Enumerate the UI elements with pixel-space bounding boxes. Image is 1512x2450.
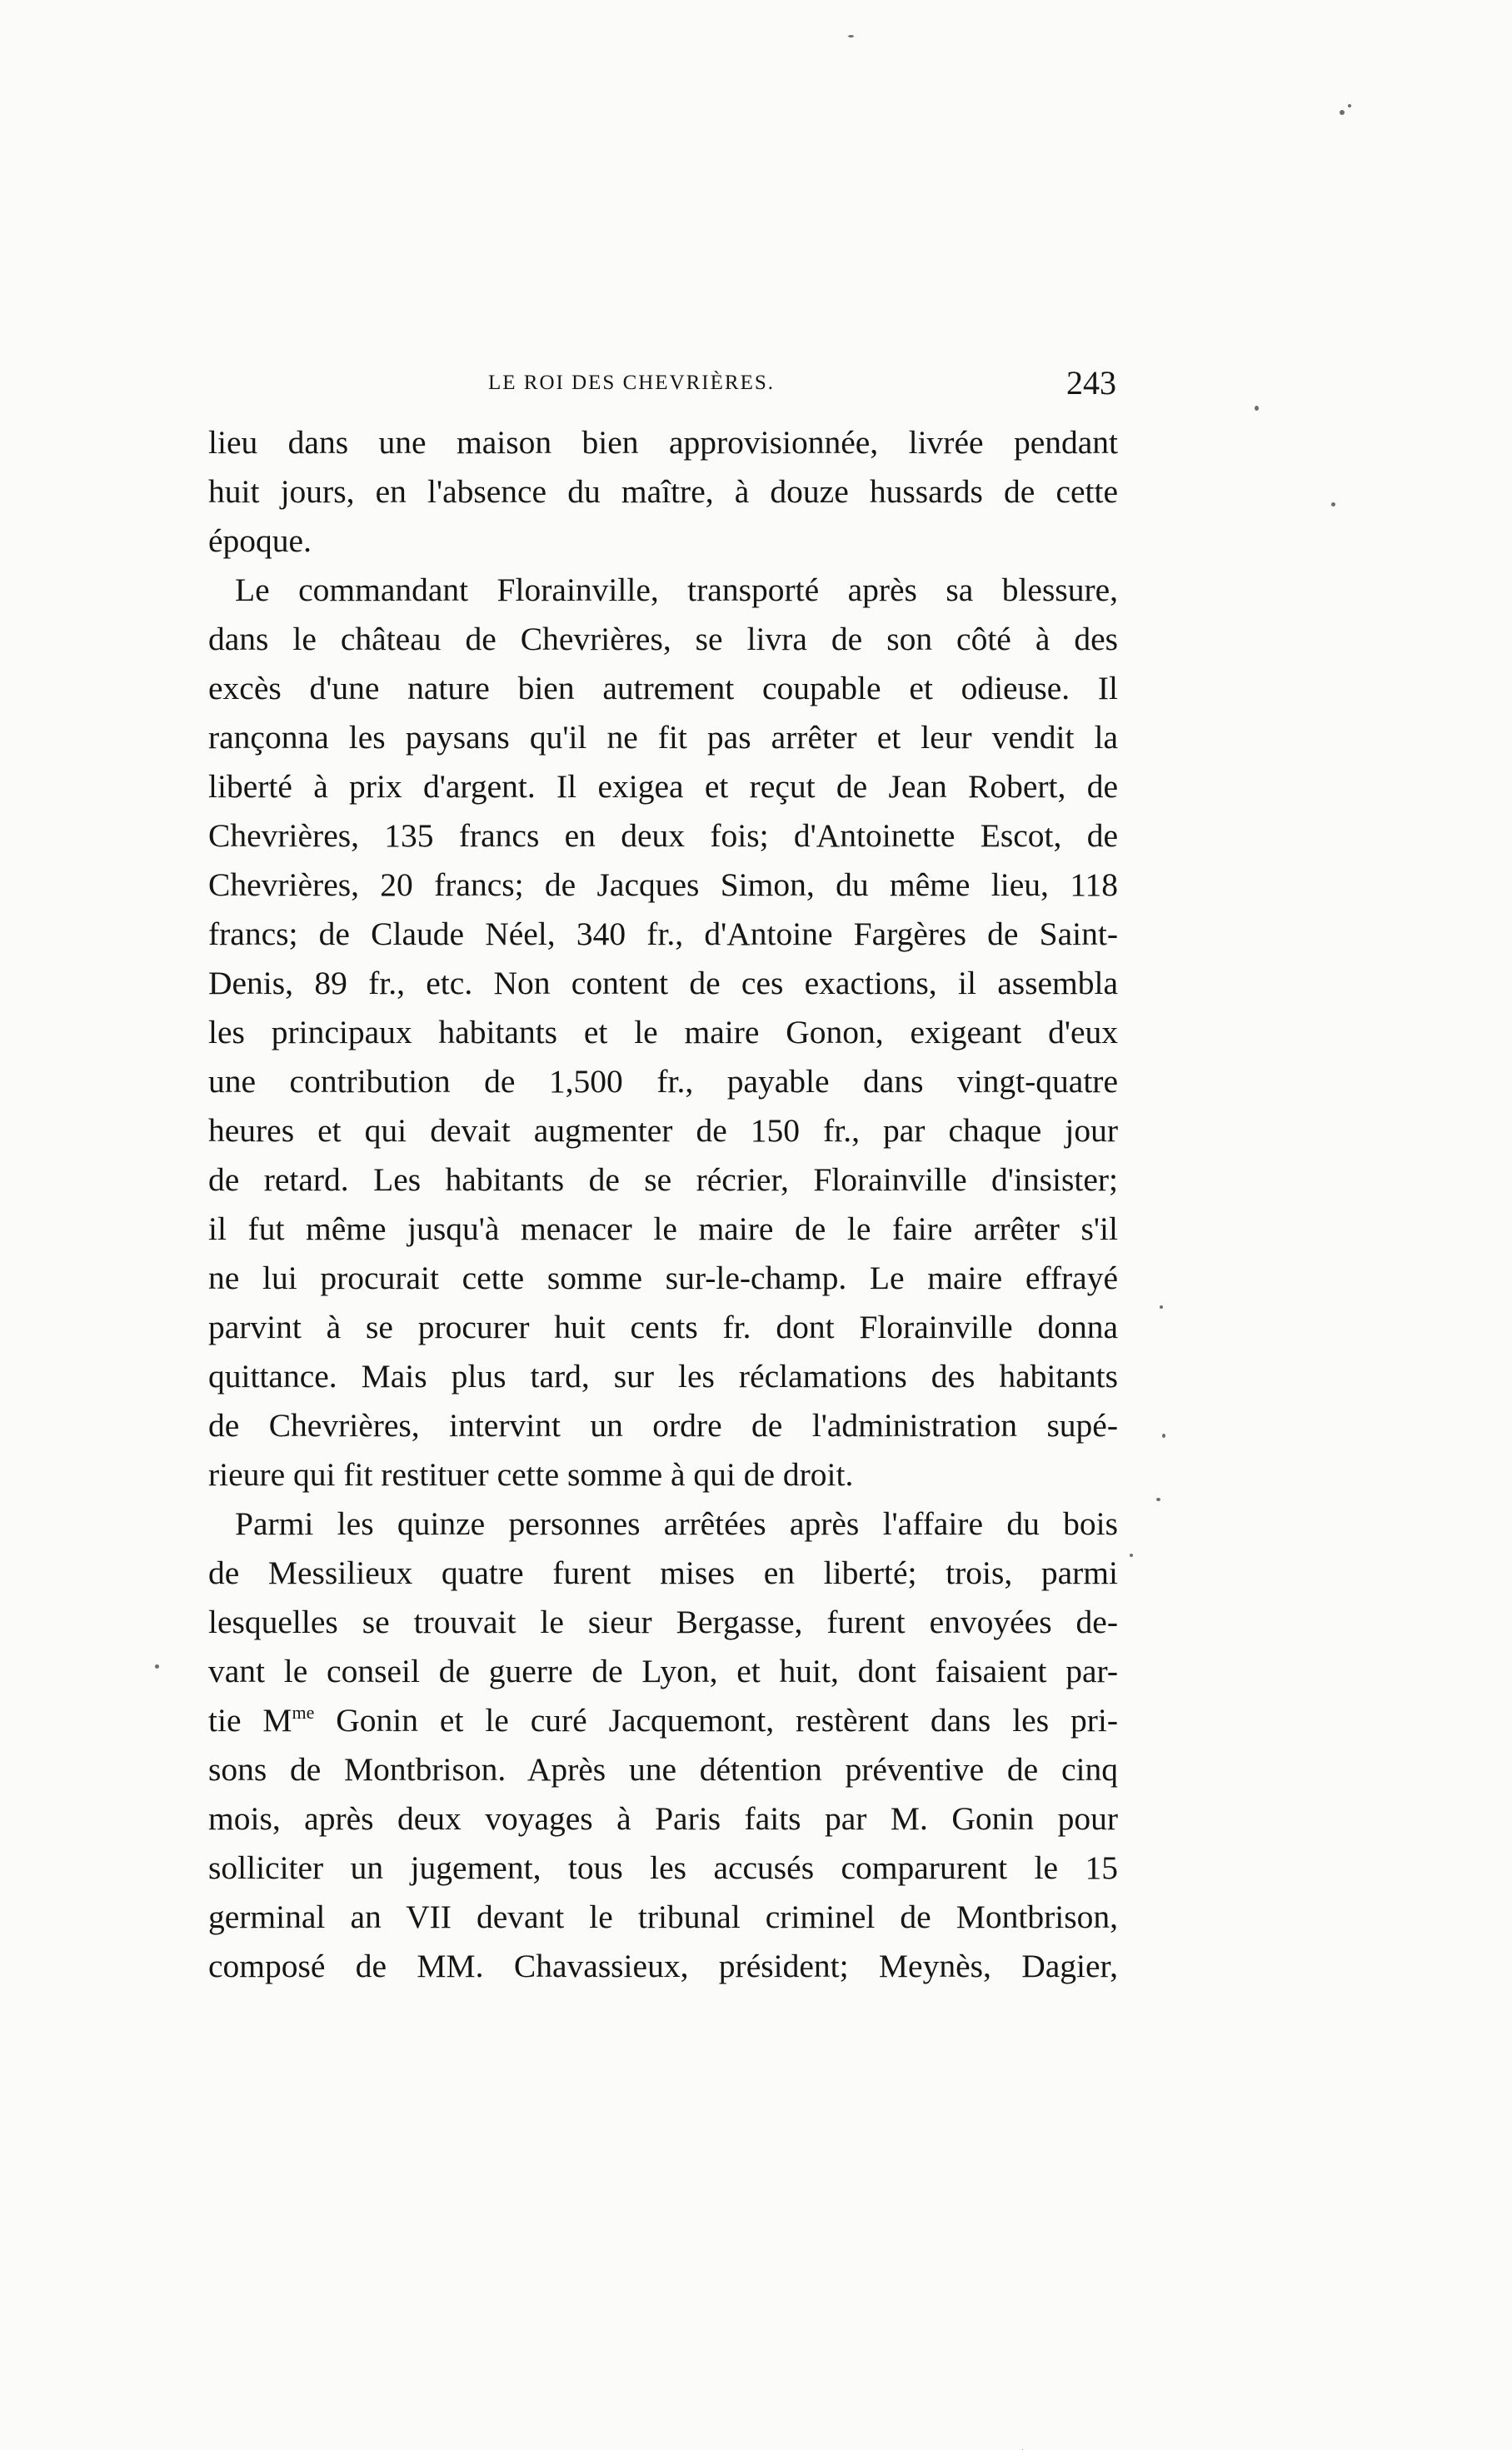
text-line: rançonna les paysans qu'il ne fit pas arrêter et leur vendit la (208, 719, 1118, 756)
text-line: germinal an VII devant le tribunal criminel de Montbrison, (208, 1899, 1118, 1935)
text-line: Le commandant Florainville, transporté après sa blessure, (235, 571, 1118, 608)
text-line: Chevrières, 135 francs en deux fois; d'Antoinette Escot, de (208, 817, 1118, 854)
scan-speck (1160, 1305, 1163, 1309)
text-line: les principaux habitants et le maire Gonon, exigeant d'eux (208, 1014, 1118, 1050)
text-line: excès d'une nature bien autrement coupable et odieuse. Il (208, 670, 1118, 706)
scan-speck (1331, 502, 1335, 506)
text-segment: Gonin et le curé Jacquemont, restèrent dans les pri- (314, 1702, 1118, 1739)
body-text (208, 418, 1118, 1991)
text-line: une contribution de 1,500 fr., payable dans vingt-quatre (208, 1063, 1118, 1100)
text-line: heures et qui devait augmenter de 150 fr., par chaque jour (208, 1112, 1118, 1149)
text-line: solliciter un jugement, tous les accusés comparurent le 15 (208, 1849, 1118, 1886)
text-line: mois, après deux voyages à Paris faits par M. Gonin pour (208, 1800, 1118, 1837)
scan-speck (1130, 1554, 1133, 1557)
scan-speck (1156, 1498, 1160, 1501)
text-line: parvint à se procurer huit cents fr. dont Florainville donna (208, 1309, 1118, 1345)
text-line: de Messilieux quatre furent mises en liberté; trois, parmi (208, 1554, 1118, 1591)
scan-speck (155, 1664, 159, 1669)
text-line: il fut même jusqu'à menacer le maire de le faire arrêter s'il (208, 1210, 1118, 1247)
text-line: quittance. Mais plus tard, sur les réclamations des habitants (208, 1358, 1118, 1395)
text-line: sons de Montbrison. Après une détention préventive de cinq (208, 1751, 1118, 1788)
page-number: 243 (1066, 364, 1116, 402)
text-line: époque. (208, 522, 312, 559)
text-line: Denis, 89 fr., etc. Non content de ces exactions, il assembla (208, 965, 1118, 1001)
scan-speck (848, 35, 854, 37)
text-line: composé de MM. Chavassieux, président; Meynès, Dagier, (208, 1948, 1118, 1984)
text-line: francs; de Claude Néel, 340 fr., d'Antoine Fargères de Saint- (208, 916, 1118, 952)
scan-speck (1162, 1434, 1165, 1438)
text-line: vant le conseil de guerre de Lyon, et huit, dont faisaient par- (208, 1653, 1118, 1689)
text-line: liberté à prix d'argent. Il exigea et reçut de Jean Robert, de (208, 768, 1118, 805)
running-head (208, 365, 1118, 412)
scan-speck (1348, 104, 1351, 107)
text-line: lesquelles se trouvait le sieur Bergasse, furent envoyées de- (208, 1604, 1118, 1640)
text-line: lieu dans une maison bien approvisionnée, livrée pendant (208, 424, 1118, 461)
text-line: rieure qui fit restituer cette somme à qui de droit. (208, 1456, 854, 1493)
running-title: LE ROI DES CHEVRIÈRES. (488, 372, 775, 394)
text-line: Parmi les quinze personnes arrêtées après l'affaire du bois (235, 1505, 1118, 1542)
text-line: dans le château de Chevrières, se livra de son côté à des (208, 621, 1118, 657)
scan-speck (1340, 110, 1345, 115)
text-line: ne lui procurait cette somme sur-le-champ. Le maire effrayé (208, 1260, 1118, 1296)
superscript: me (292, 1702, 315, 1723)
text-segment: tie M (208, 1702, 292, 1739)
text-line: de Chevrières, intervint un ordre de l'administration supé- (208, 1407, 1118, 1444)
text-line: huit jours, en l'absence du maître, à douze hussards de cette (208, 473, 1118, 510)
text-line: Chevrières, 20 francs; de Jacques Simon, du même lieu, 118 (208, 866, 1118, 903)
scan-speck (1255, 406, 1259, 411)
text-line: de retard. Les habitants de se récrier, Florainville d'insister; (208, 1161, 1118, 1198)
text-line (208, 1696, 1118, 1745)
